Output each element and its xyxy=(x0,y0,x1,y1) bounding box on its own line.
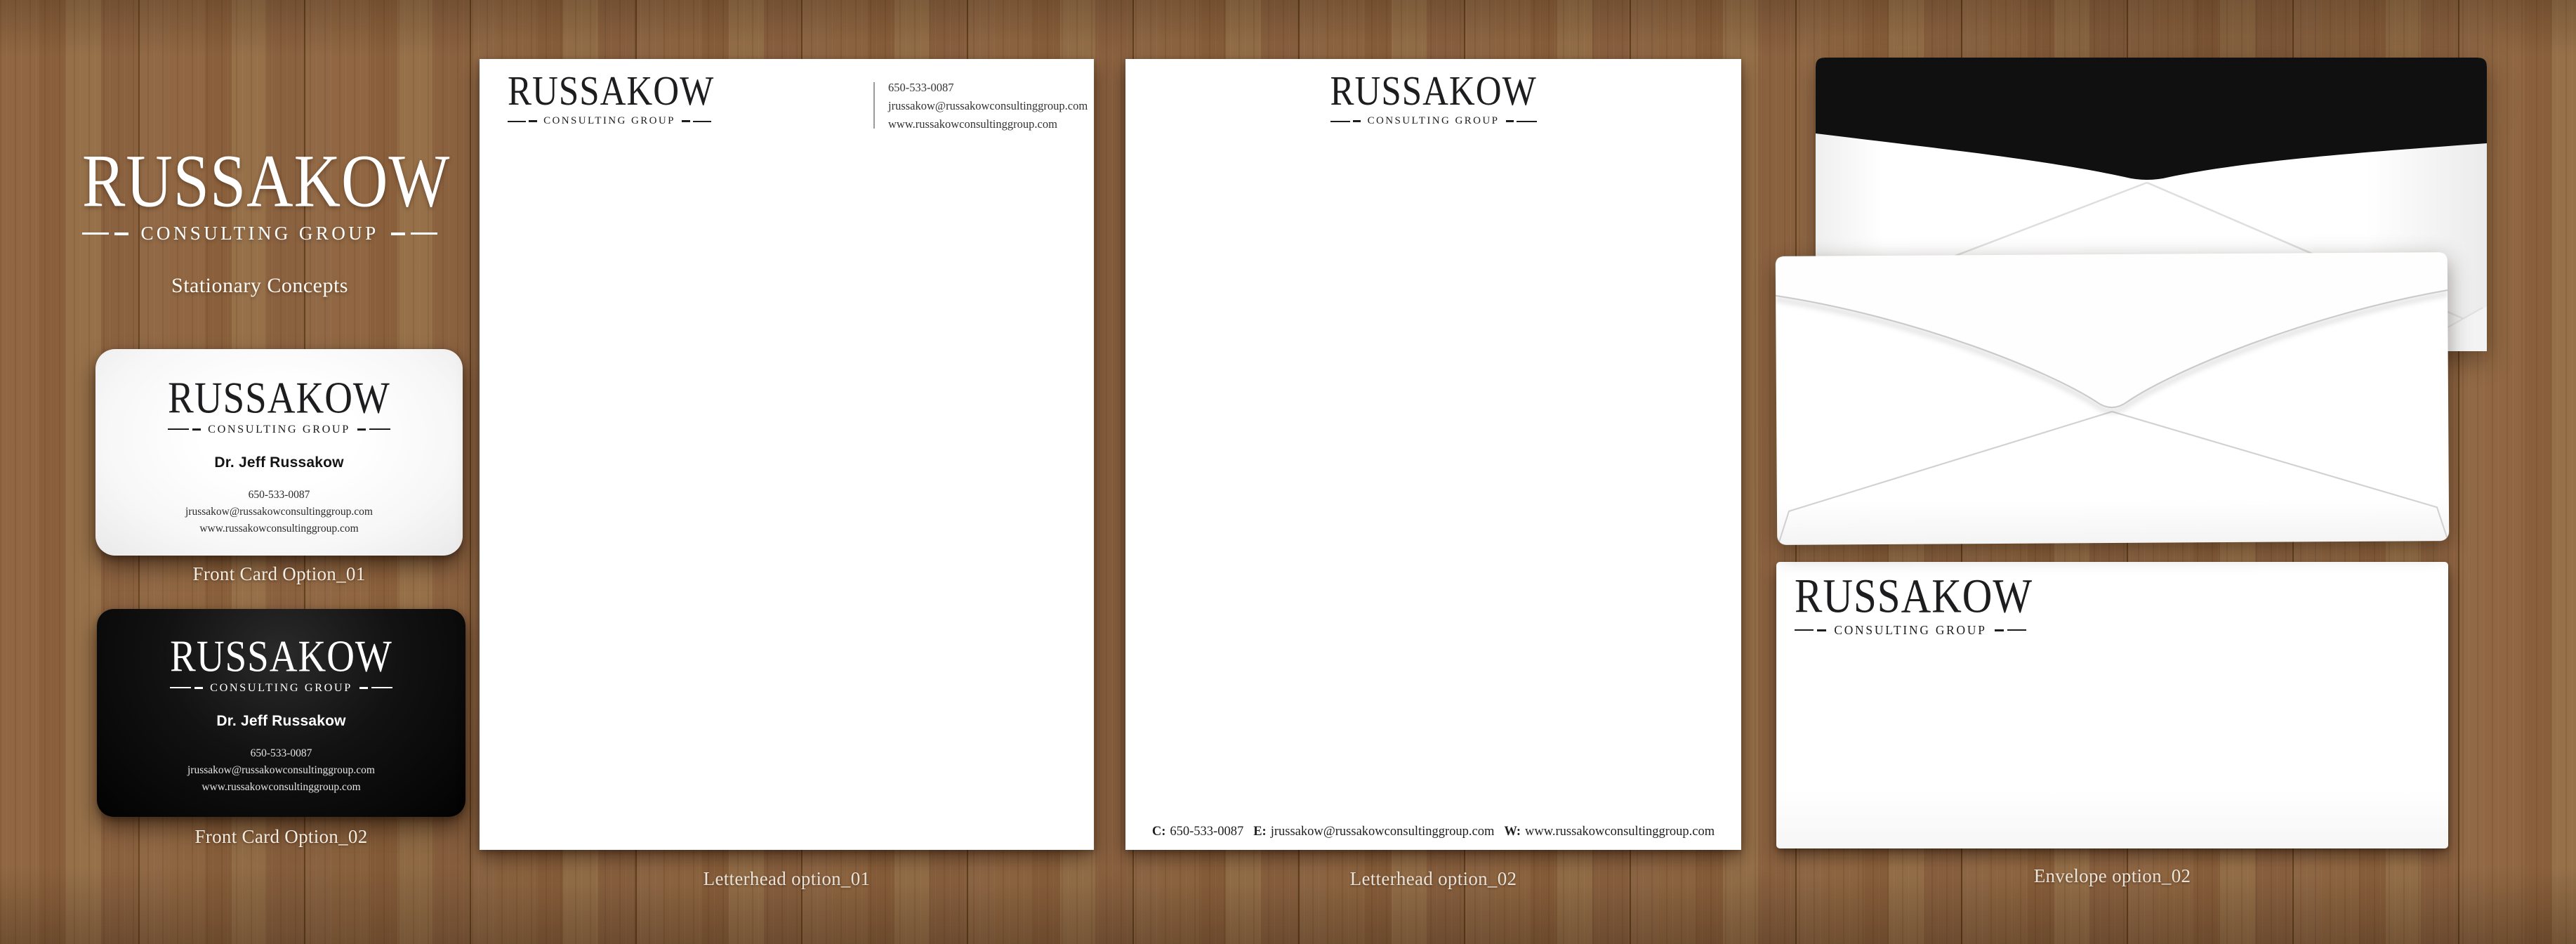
card-person-name: Dr. Jeff Russakow xyxy=(216,712,346,729)
header-divider xyxy=(873,82,875,129)
footer-phone: 650-533-0087 xyxy=(1170,825,1244,839)
caption-card-option-2: Front Card Option_02 xyxy=(194,826,368,847)
footer-web-label: W: xyxy=(1504,825,1521,839)
tagline-rule-right xyxy=(371,687,392,688)
tagline-dash-right xyxy=(391,232,405,235)
card-website: www.russakowconsultinggroup.com xyxy=(199,522,359,535)
brand-logo-hero xyxy=(82,139,451,244)
brand-logo-card-white xyxy=(168,372,390,436)
tagline-dash-left xyxy=(529,120,536,122)
brand-tagline: CONSULTING GROUP xyxy=(1795,623,2026,638)
tagline-rule-right xyxy=(411,232,437,235)
brand-logo-card-black xyxy=(170,631,392,695)
tagline-dash-right xyxy=(682,120,689,122)
letterhead-footer xyxy=(1125,825,1741,839)
tagline-rule-left xyxy=(82,232,109,235)
card-phone: 650-533-0087 xyxy=(250,747,312,759)
tagline-rule-right xyxy=(369,428,390,430)
brand-wordmark: RUSSAKOW xyxy=(170,631,392,681)
envelope-back-graphic xyxy=(1776,252,2449,545)
tagline-rule-right xyxy=(2007,629,2026,631)
tagline-dash-right xyxy=(359,687,368,689)
brand-wordmark: RUSSAKOW xyxy=(1795,568,2033,623)
tagline-rule-left xyxy=(170,687,191,688)
brand-logo-letterhead-1 xyxy=(508,68,715,127)
letterhead-email: jrussakow@russakowconsultinggroup.com xyxy=(888,99,1088,113)
brand-logo-envelope xyxy=(1795,568,2033,638)
letterhead-contact-block xyxy=(888,79,1088,133)
brand-wordmark: RUSSAKOW xyxy=(82,139,451,223)
caption-envelope-option-2: Envelope option_02 xyxy=(2033,865,2191,886)
caption-letterhead-option-2: Letterhead option_02 xyxy=(1349,868,1517,889)
letterhead-option-2 xyxy=(1125,59,1741,850)
caption-card-option-1: Front Card Option_01 xyxy=(192,563,366,584)
tagline-rule-right xyxy=(1517,121,1536,122)
brand-tagline: CONSULTING GROUP xyxy=(82,223,437,244)
footer-email: jrussakow@russakowconsultinggroup.com xyxy=(1270,825,1495,839)
footer-cell-label: C: xyxy=(1151,825,1166,839)
brand-tagline: CONSULTING GROUP xyxy=(170,681,392,695)
card-contact-block xyxy=(185,487,373,537)
letterhead-option-1 xyxy=(480,59,1094,850)
footer-website: www.russakowconsultinggroup.com xyxy=(1525,825,1715,839)
footer-email-label: E: xyxy=(1253,825,1267,839)
tagline-dash-left xyxy=(194,687,203,689)
caption-letterhead-option-1: Letterhead option_01 xyxy=(703,868,871,889)
tagline-rule-right xyxy=(693,121,711,122)
letterhead-website: www.russakowconsultinggroup.com xyxy=(888,117,1057,131)
business-card-front-option-2 xyxy=(97,609,465,817)
tagline-dash-left xyxy=(1817,629,1826,631)
tagline-rule-left xyxy=(508,121,526,122)
tagline-dash-left xyxy=(114,232,128,235)
tagline-dash-left xyxy=(192,428,201,431)
card-email: jrussakow@russakowconsultinggroup.com xyxy=(185,505,373,518)
tagline-dash-right xyxy=(357,428,366,431)
card-phone: 650-533-0087 xyxy=(248,488,310,501)
brand-wordmark: RUSSAKOW xyxy=(508,68,715,114)
card-contact-block xyxy=(187,745,375,796)
business-card-front-option-1 xyxy=(95,349,463,556)
tagline-dash-right xyxy=(1506,120,1514,122)
tagline-dash-right xyxy=(1995,629,2004,631)
brand-tagline: CONSULTING GROUP xyxy=(168,423,390,436)
brand-presentation-header xyxy=(82,139,451,298)
letterhead-phone: 650-533-0087 xyxy=(888,81,954,94)
brand-logo-letterhead-2 xyxy=(1330,68,1537,127)
brand-wordmark: RUSSAKOW xyxy=(1330,68,1537,114)
card-person-name: Dr. Jeff Russakow xyxy=(214,454,344,471)
tagline-rule-left xyxy=(168,428,189,430)
envelope-front-option-2 xyxy=(1776,562,2448,848)
card-email: jrussakow@russakowconsultinggroup.com xyxy=(187,763,375,776)
presentation-subtitle: Stationary Concepts xyxy=(171,274,348,298)
card-website: www.russakowconsultinggroup.com xyxy=(202,780,361,793)
tagline-rule-left xyxy=(1330,121,1350,122)
tagline-rule-left xyxy=(1795,629,1814,631)
brand-tagline: CONSULTING GROUP xyxy=(1330,115,1537,127)
envelope-back-closed-flap xyxy=(1776,252,2449,545)
tagline-dash-left xyxy=(1353,120,1361,122)
brand-wordmark: RUSSAKOW xyxy=(168,372,390,423)
brand-tagline: CONSULTING GROUP xyxy=(508,115,711,127)
